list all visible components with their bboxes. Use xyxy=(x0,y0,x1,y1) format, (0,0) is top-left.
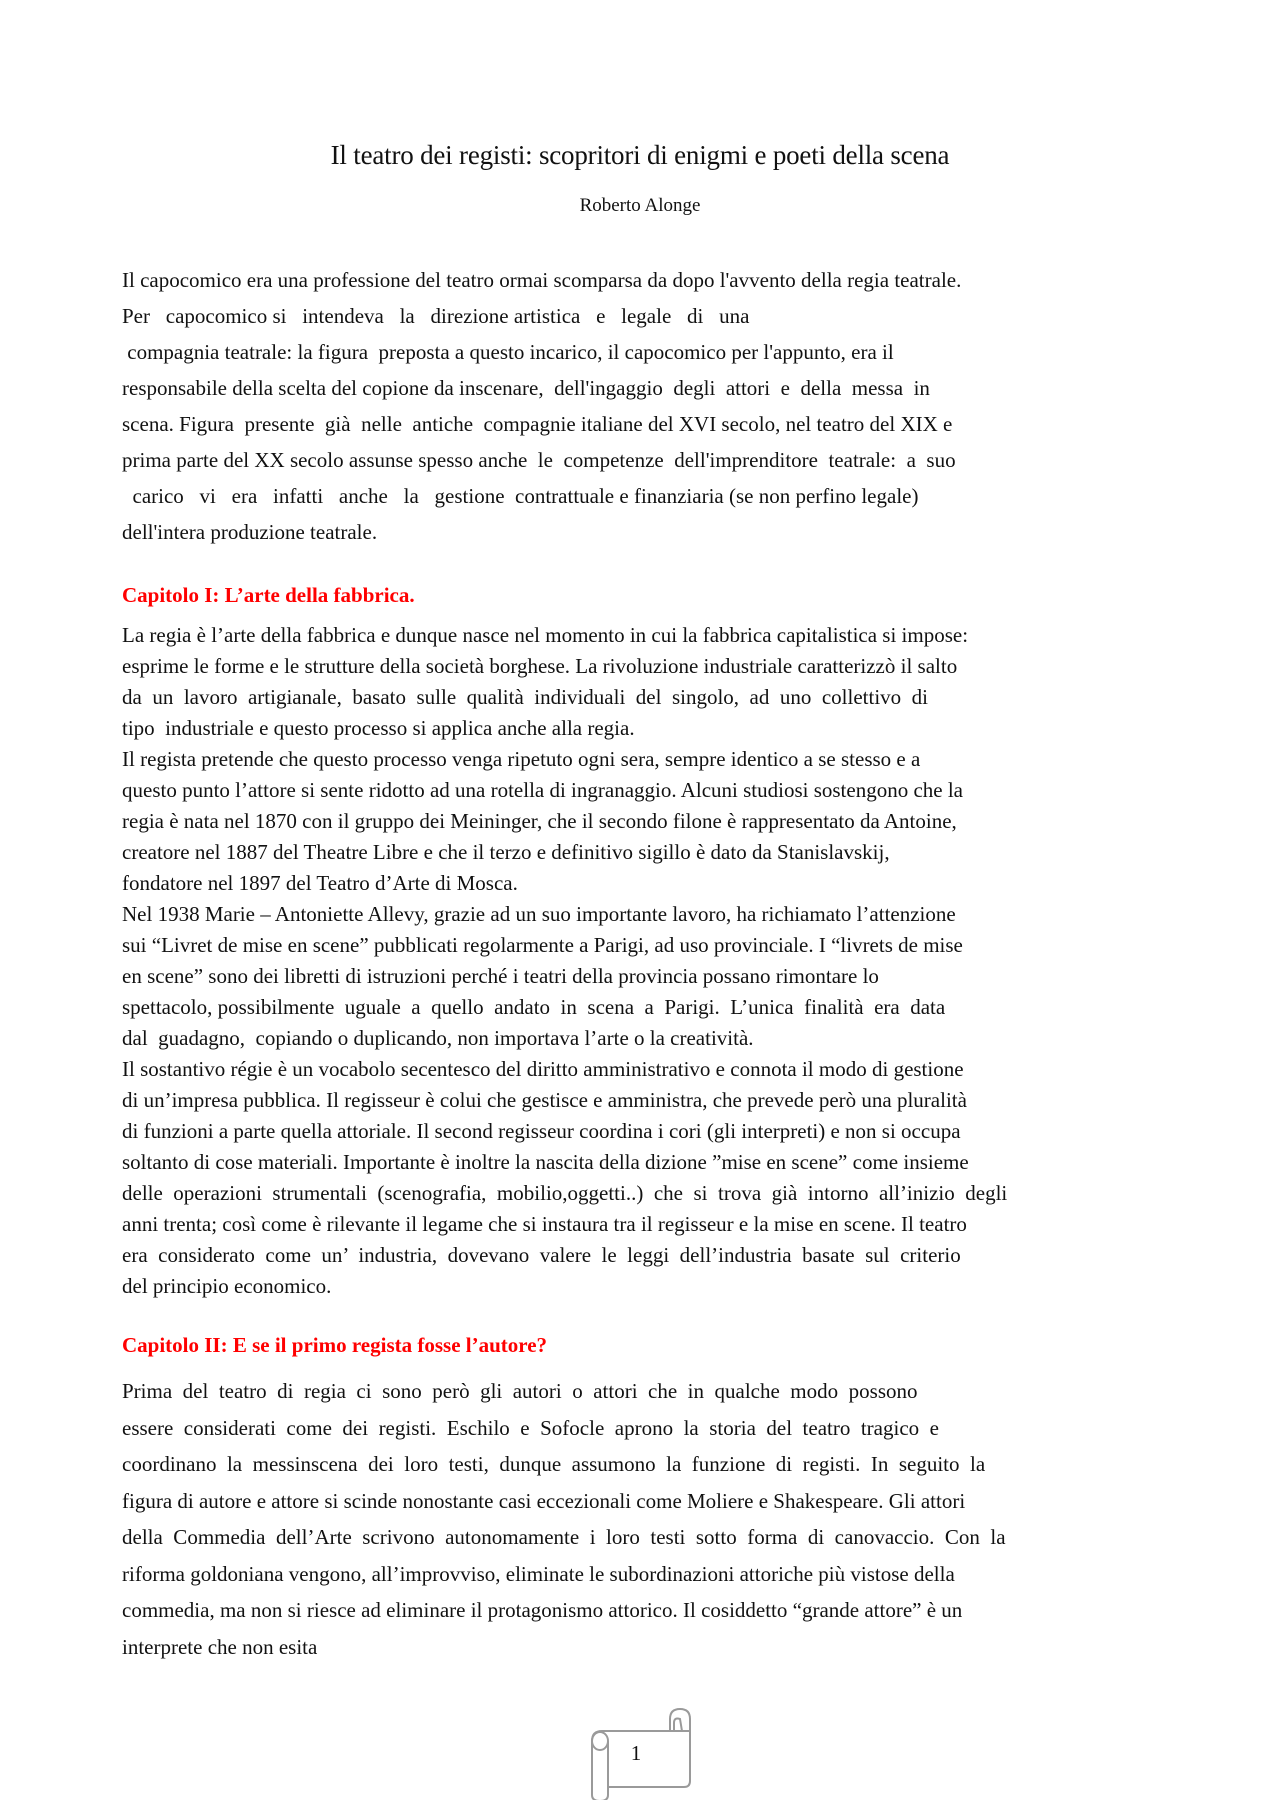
text-line: essere considerati come dei registi. Eschilo e Sofocle aprono la storia del teatro tragico e xyxy=(122,1415,939,1440)
text-line: en scene” sono dei libretti di istruzioni perché i teatri della provincia possano rimontare lo xyxy=(122,964,879,988)
text-line: responsabile della scelta del copione da inscenare, dell'ingaggio degli attori e della messa in xyxy=(122,376,930,400)
text-line: delle operazioni strumentali (scenografia, mobilio,oggetti..) che si trova già intorno all’inizio degli xyxy=(122,1181,1008,1205)
document-author: Roberto Alonge xyxy=(579,195,701,216)
chapter-2-body xyxy=(122,1373,1172,1665)
text-line: riforma goldoniana vengono, all’improvviso, eliminate le subordinazioni attoriche più vistose della xyxy=(122,1561,955,1586)
text-line: Per capocomico si intendeva la direzione artistica e legale di una xyxy=(122,304,750,328)
text-line: questo punto l’attore si sente ridotto ad una rotella di ingranaggio. Alcuni studiosi sostengono che la xyxy=(122,778,964,802)
text-line: figura di autore e attore si scinde nonostante casi eccezionali come Moliere e Shakespeare. Gli attori xyxy=(122,1488,966,1513)
text-line: esprime le forme e le strutture della società borghese. La rivoluzione industriale caratterizzò il salto xyxy=(122,654,958,678)
text-line: spettacolo, possibilmente uguale a quello andato in scena a Parigi. L’unica finalità era data xyxy=(122,995,946,1019)
text-line: del principio economico. xyxy=(122,1274,332,1298)
text-line: da un lavoro artigianale, basato sulle qualità individuali del singolo, ad uno collettivo di xyxy=(122,685,928,709)
text-line: era considerato come un’ industria, dovevano valere le leggi dell’industria basate sul criterio xyxy=(122,1243,961,1267)
text-line: carico vi era infatti anche la gestione contrattuale e finanziaria (se non perfino legale) xyxy=(122,484,919,508)
chapter-1-heading: Capitolo I: L’arte della fabbrica. xyxy=(122,583,415,607)
page-number: 1 xyxy=(630,1741,642,1765)
text-line: Il capocomico era una professione del teatro ormai scomparsa da dopo l'avvento della regia teatrale. xyxy=(122,268,962,292)
text-line: fondatore nel 1897 del Teatro d’Arte di Mosca. xyxy=(122,871,518,895)
text-line: coordinano la messinscena dei loro testi, dunque assumono la funzione di registi. In seguito la xyxy=(122,1452,986,1476)
intro-paragraph xyxy=(122,262,1172,550)
document-title: Il teatro dei registi: scopritori di enigmi e poeti della scena xyxy=(330,140,950,170)
text-line: prima parte del XX secolo assunse spesso anche le competenze dell'imprenditore teatrale: a suo xyxy=(122,448,956,472)
page-number-ornament xyxy=(586,1705,696,1800)
text-line: dal guadagno, copiando o duplicando, non importava l’arte o la creatività. xyxy=(122,1026,754,1050)
text-line: di un’impresa pubblica. Il regisseur è colui che gestisce e amministra, che prevede però una pluralità xyxy=(122,1088,967,1112)
text-line: scena. Figura presente già nelle antiche compagnie italiane del XVI secolo, nel teatro del XIX e xyxy=(122,412,953,436)
text-line: La regia è l’arte della fabbrica e dunque nasce nel momento in cui la fabbrica capitalistica si impose: xyxy=(122,623,969,647)
chapter-1-body xyxy=(122,620,1172,1302)
text-line: sui “Livret de mise en scene” pubblicati regolarmente a Parigi, ad uso provinciale. I “livrets de mise xyxy=(122,933,963,957)
text-line: regia è nata nel 1870 con il gruppo dei Meininger, che il secondo filone è rappresentato da Antoine, xyxy=(122,809,957,833)
text-line: Il regista pretende che questo processo venga ripetuto ogni sera, sempre identico a se stesso e a xyxy=(122,747,921,771)
text-line: tipo industriale e questo processo si applica anche alla regia. xyxy=(122,716,635,740)
text-line: dell'intera produzione teatrale. xyxy=(122,520,378,544)
chapter-2-heading: Capitolo II: E se il primo regista fosse l’autore? xyxy=(122,1333,548,1357)
text-line: di funzioni a parte quella attoriale. Il second regisseur coordina i cori (gli interpreti) e non si occupa xyxy=(122,1119,961,1143)
text-line: commedia, ma non si riesce ad eliminare il protagonismo attorico. Il cosiddetto “grande attore” è un xyxy=(122,1598,963,1622)
text-line: creatore nel 1887 del Theatre Libre e che il terzo e definitivo sigillo è dato da Stanislavskij, xyxy=(122,840,890,864)
text-line: soltanto di cose materiali. Importante è inoltre la nascita della dizione ”mise en scene” come insieme xyxy=(122,1150,969,1174)
text-line: anni trenta; così come è rilevante il legame che si instaura tra il regisseur e la mise en scene. Il teatro xyxy=(122,1212,967,1236)
text-line: compagnia teatrale: la figura preposta a questo incarico, il capocomico per l'appunto, era il xyxy=(122,340,894,364)
text-line: Il sostantivo régie è un vocabolo secentesco del diritto amministrativo e connota il modo di gestione xyxy=(122,1057,964,1081)
text-line: della Commedia dell’Arte scrivono autonomamente i loro testi sotto forma di canovaccio. Con la xyxy=(122,1525,1006,1549)
text-line: Nel 1938 Marie – Antoniette Allevy, grazie ad un suo importante lavoro, ha richiamato l’attenzione xyxy=(122,902,956,926)
text-line: Prima del teatro di regia ci sono però gli autori o attori che in qualche modo possono xyxy=(122,1379,918,1403)
text-line: interprete che non esita xyxy=(122,1634,318,1659)
